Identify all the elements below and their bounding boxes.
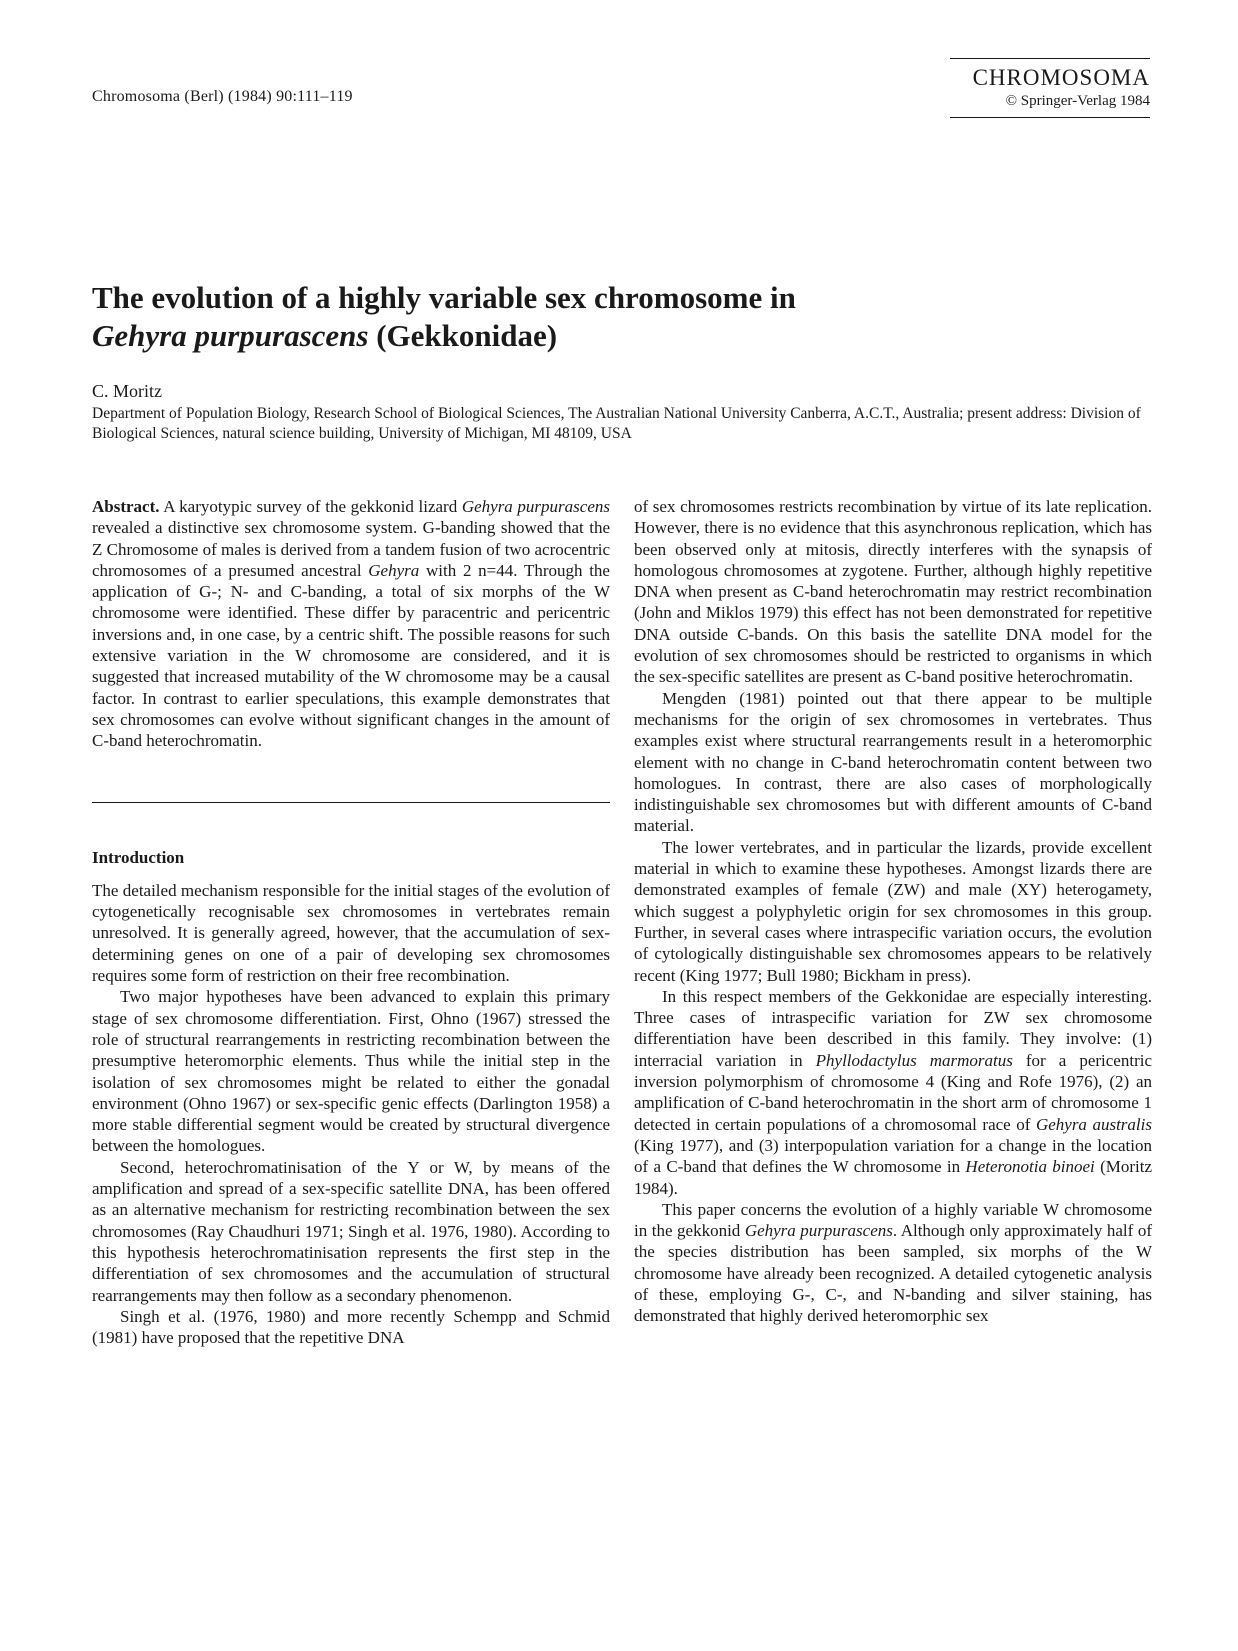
species-name: Phyllodactylus marmoratus xyxy=(815,1050,1013,1070)
intro-paragraph: Second, heterochromatinisation of the Y or W, by means of the amplification and spread of a sex-specific satellite DNA, has been offered as an alternative mechanism for restricting recombination between the sex chromosomes (Ray Chaudhuri 1971; Singh et al. 1976, 1980). According to this hypothesis heterochromatinisation represents the first step in the differentiation of sex chromosomes and the accumulation of structural rearrangements may then follow as a secondary phenomenon. xyxy=(92,1157,610,1305)
intro-paragraph: Two major hypotheses have been advanced to explain this primary stage of sex chromosome differentiation. First, Ohno (1967) stressed the role of structural rearrangements in restricting recombination between the presumptive heteromorphic elements. Thus while the initial step in the isolation of sex chromosomes might be related to either the gonadal environment (Ohno 1967) or sex-specific genic effects (Darlington 1958) a more stable differential segment would be created by structural divergence between the homologues. xyxy=(92,987,610,1156)
body-text: This paper concerns the evolution of a highly variable W chromosome in the gekkonid xyxy=(634,1199,1152,1241)
copyright-notice: © Springer-Verlag 1984 xyxy=(1005,93,1150,109)
body-paragraph: of sex chromosomes restricts recombination by virtue of its late replication. However, there is no evidence that this asynchronous replication, which has been observed only at mitosis, directly interferes with the synapsis of homologous chromosomes at zygotene. Further, although highly repetitive DNA when present as C-band heterochromatin may restrict recombination (John and Miklos 1979) this effect has not been demonstrated for repetitive DNA outside C-bands. On this basis the satellite DNA model for the evolution of sex chromosomes should be restricted to organisms in which the sex-specific satellites are present as C-band positive heterochromatin. xyxy=(634,497,1152,687)
journal-citation: Chromosoma (Berl) (1984) 90:111–119 xyxy=(92,88,353,105)
journal-name: CHROMOSOMA xyxy=(972,65,1150,90)
abstract-genus: Gehyra xyxy=(368,560,420,580)
body-text: In this respect members of the Gekkonidae are especially interesting. Three cases of intraspecific variation for ZW sex chromosome differentiation have been described in this family. They involve: (1) interracial variation in xyxy=(634,986,1152,1070)
body-paragraph xyxy=(634,1199,1152,1327)
abstract-paragraph xyxy=(92,496,610,752)
title-species: Gehyra purpurascens xyxy=(92,318,369,353)
article-title xyxy=(92,279,1152,355)
right-column xyxy=(634,496,1152,1327)
intro-paragraph: The detailed mechanism responsible for the initial stages of the evolution of cytogenetically recognisable sex chromosomes in vertebrates remain unresolved. It is generally agreed, however, that the accumulation of sex-determining genes on one of a pair of developing sex chromosomes requires some form of restriction on their free recombination. xyxy=(92,880,610,986)
left-column xyxy=(92,496,610,1348)
body-paragraph: Mengden (1981) pointed out that there appear to be multiple mechanisms for the origin of sex chromosomes in vertebrates. Thus examples exist where structural rearrangements result in a heteromorphic element with no change in C-band heterochromatin content between two homologues. In contrast, there are also cases of morphologically indistinguishable sex chromosomes but with different amounts of C-band material. xyxy=(634,688,1152,836)
title-line-1: The evolution of a highly variable sex chromosome in xyxy=(92,280,796,315)
species-name: Gehyra australis xyxy=(1035,1114,1152,1134)
body-text: (Moritz 1984). xyxy=(634,1157,1153,1198)
body-paragraph xyxy=(634,986,1152,1199)
body-text: (King 1977), and (3) interpopulation variation for a change in the location of a C-band that defines the W chromosome in xyxy=(634,1135,1152,1177)
species-name: Gehyra purpurascens xyxy=(744,1221,893,1241)
abstract-text: revealed a distinctive sex chromosome system. G-banding showed that the Z Chromosome of males is derived from a tandem fusion of two acrocentric chromosomes of a presumed ancestral xyxy=(92,518,610,580)
body-paragraph: The lower vertebrates, and in particular the lizards, provide excellent material in which to examine these hypotheses. Amongst lizards there are demonstrated examples of female (ZW) and male (XY) heterogamety, which suggest a polyphyletic origin for sex chromosomes in this group. Further, in several cases where intraspecific variation occurs, the evolution of cytologically distinguishable sex chromosomes appears to be relatively recent (King 1977; Bull 1980; Bickham in press). xyxy=(634,837,1152,985)
title-line-2 xyxy=(92,317,1152,355)
abstract-divider xyxy=(92,802,610,803)
abstract-species: Gehyra purpurascens xyxy=(461,497,610,516)
body-text: . Although only approximately half of the species distribution has been sampled, six morphs of the W chromosome have already been recognized. A detailed cytogenetic analysis of these, employing G-, C-, and N-banding and silver staining, has demonstrated that highly derived heteromorphic sex xyxy=(634,1221,1152,1326)
body-text: for a pericentric inversion polymorphism of chromosome 4 (King and Rofe 1976), (2) an amplification of C-band heterochromatin in the short arm of chromosome 1 detected in certain populations of a chromosomal race of xyxy=(634,1050,1153,1134)
masthead-bottom-rule xyxy=(950,117,1150,118)
journal-masthead xyxy=(950,58,1150,118)
species-name: Heteronotia binoei xyxy=(965,1157,1095,1177)
abstract-text: A karyotypic survey of the gekkonid lizard xyxy=(159,497,462,516)
abstract-text: with 2 n=44. Through the application of G-; N- and C-banding, a total of six morphs of the W chromosome were identified. These differ by paracentric and pericentric inversions and, in one case, by a centric shift. The possible reasons for such extensive variation in the W chromosome are considered, and it is suggested that increased mutability of the W chromosome may be a causal factor. In contrast to earlier speculations, this example demonstrates that sex chromosomes can evolve without significant changes in the amount of C-band heterochromatin. xyxy=(92,560,610,751)
abstract-label: Abstract. xyxy=(92,497,160,516)
title-family: (Gekkonidae) xyxy=(368,318,558,353)
author-name: C. Moritz xyxy=(92,381,162,401)
author-affiliation: Department of Population Biology, Research School of Biological Sciences, The Australian National University Canberra, A.C.T., Australia; present address: Division of Biological Sciences, natural science building, University of Michigan, MI 48109, USA xyxy=(92,405,1141,442)
masthead-top-rule xyxy=(950,58,1150,59)
intro-paragraph: Singh et al. (1976, 1980) and more recently Schempp and Schmid (1981) have proposed that the repetitive DNA xyxy=(92,1306,610,1348)
section-heading-introduction: Introduction xyxy=(92,847,185,867)
